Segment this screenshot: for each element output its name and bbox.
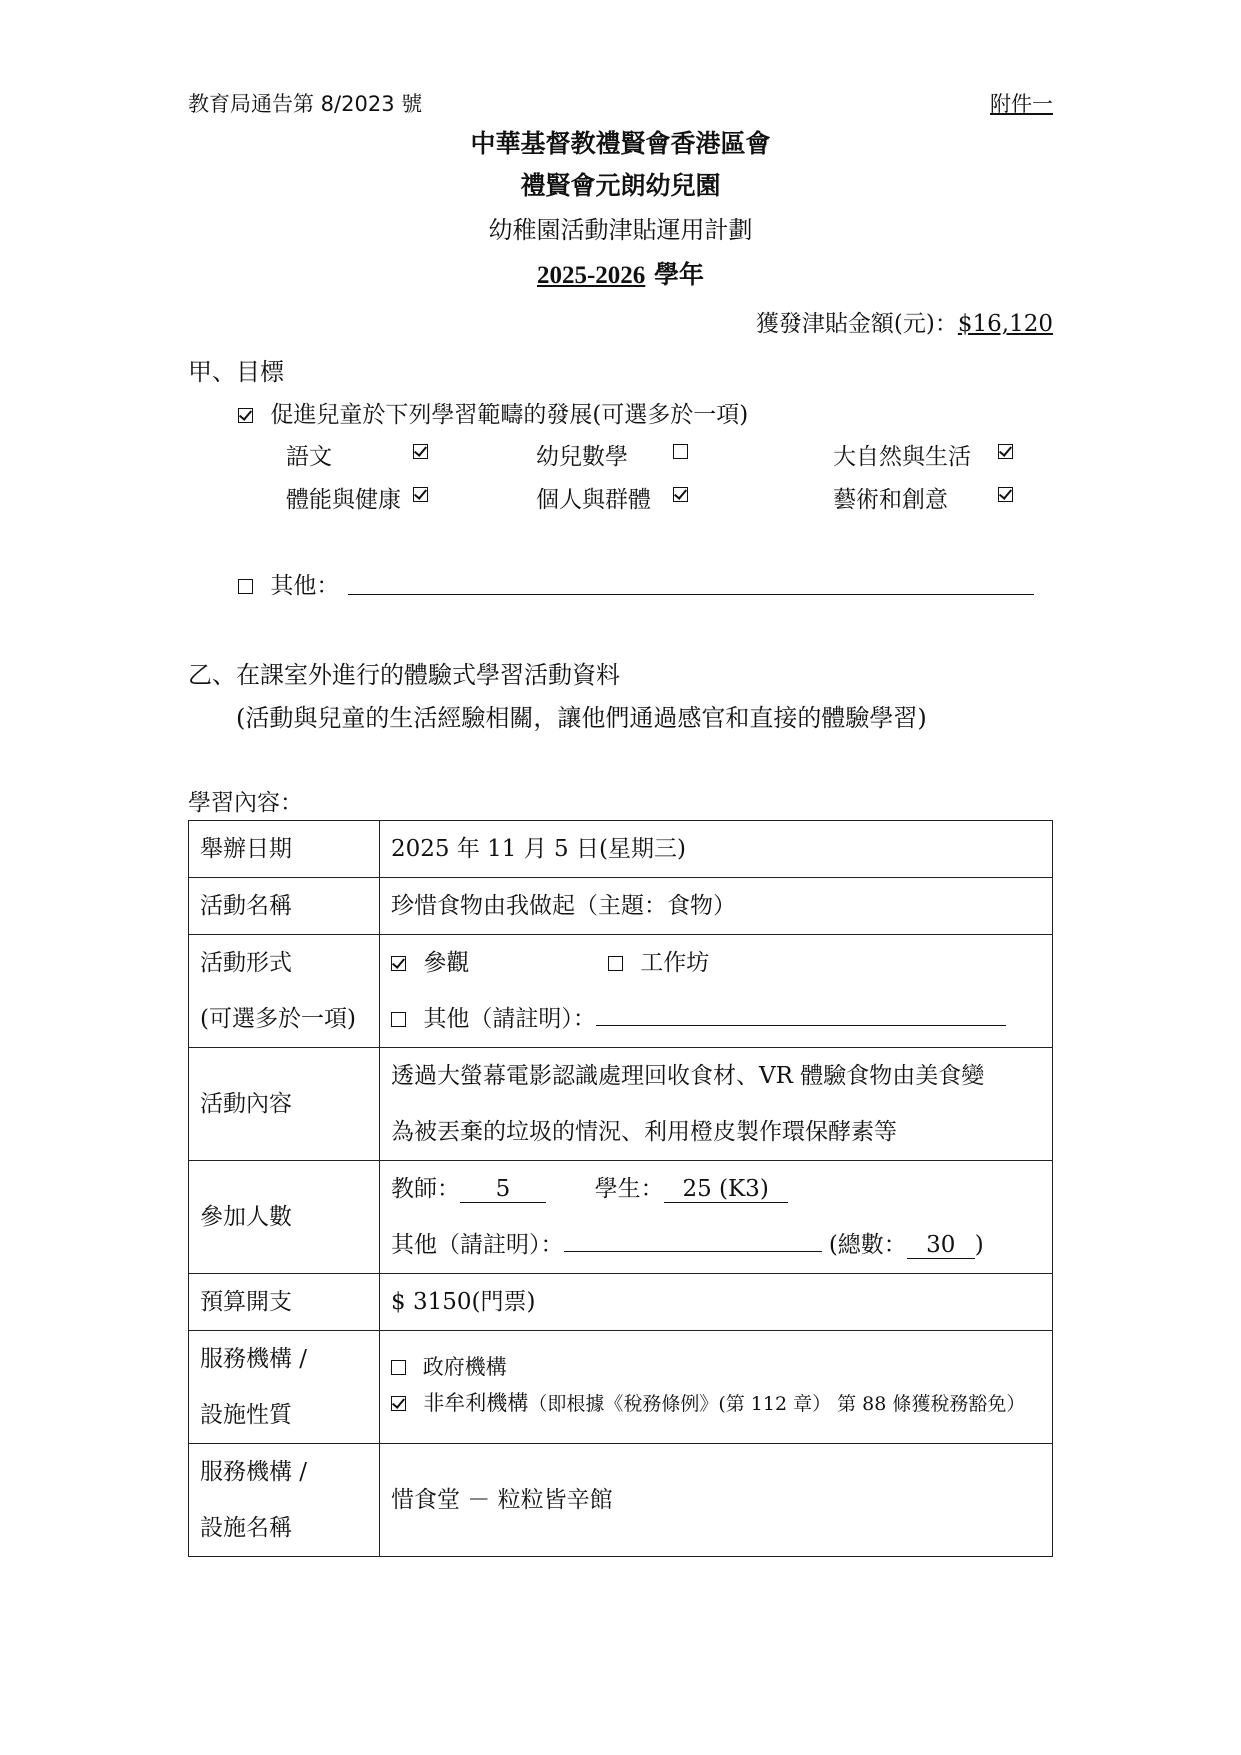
area-physical-checkbox[interactable] [413,487,428,502]
activity-table [188,820,1053,1557]
table-row [189,1048,1053,1161]
grant-amount-label: 獲發津貼金額(元)： [755,311,958,337]
promote-checkbox[interactable] [238,408,253,423]
notice-number: 教育局通告第 8/2023 號 [188,92,423,116]
area-nature-checkbox[interactable] [998,444,1013,459]
table-row [189,1331,1053,1444]
content-label-cell: 活動內容 [189,1048,380,1161]
area-physical-label: 體能與健康 [286,487,401,513]
name-value-cell [380,878,1053,935]
table-row [189,1444,1053,1557]
others-label: 其他： [270,573,340,599]
area-social-label: 個人與群體 [536,487,651,513]
promote-label: 促進兒童於下列學習範疇的發展(可選多於一項) [270,402,749,428]
area-arts-checkbox[interactable] [998,487,1013,502]
content-value-cell [380,1048,1053,1161]
students-label: 學生： [594,1176,664,1202]
school-year-title [0,255,1241,291]
name-label-cell: 活動名稱 [189,878,380,935]
area-social-checkbox[interactable] [673,487,688,502]
others-row [238,567,339,600]
table-row [189,935,1053,1048]
facility-name: 惜食堂 － 粒粒皆辛館 [391,1487,613,1513]
nonprofit-label: 非牟利機構 [423,1391,529,1415]
workshop-checkbox[interactable] [608,956,623,971]
gov-checkbox[interactable] [391,1360,406,1375]
grant-amount-value: $16,120 [957,311,1053,337]
participants-value-cell: 教師： 5 學生： 25 (K3) 其他（請註明）： (總數： 30 ) [380,1161,1053,1274]
budget-value-cell [380,1274,1053,1331]
date-label-cell: 舉辦日期 [189,821,380,878]
section-b-heading: 乙、在課室外進行的體驗式學習活動資料 [188,661,620,689]
grant-amount [756,305,1053,338]
area-nature-label: 大自然與生活 [833,444,971,470]
facility-value-cell [380,1444,1053,1557]
format-value-cell [380,935,1053,1048]
format-other-blank[interactable] [596,1005,1006,1026]
table-row [189,1274,1053,1331]
others-checkbox[interactable] [238,579,253,594]
school-title: 禮賢會元朗幼兒園 [520,171,721,200]
nonprofit-note: （即根據《稅務條例》(第 112 章） 第 88 條獲稅務豁免） [528,1393,1026,1415]
participants-other-label: 其他（請註明）： [391,1232,564,1258]
area-arts-label: 藝術和創意 [833,487,948,513]
plan-title: 幼稚園活動津貼運用計劃 [488,216,753,244]
date-value: 2025 年 11 月 5 日(星期三) [391,836,686,862]
school-year-suffix: 學年 [645,260,705,289]
promote-row [238,396,748,429]
format-other-checkbox[interactable] [391,1012,406,1027]
participants-label-cell: 參加人數 [189,1161,380,1274]
teachers-label: 教師： [391,1176,460,1202]
area-math-label: 幼兒數學 [536,444,628,470]
section-b-note: (活動與兒童的生活經驗相關，讓他們通過感官和直接的體驗學習) [236,704,927,732]
total-label: (總數： [828,1232,907,1258]
area-language-label: 語文 [286,444,332,470]
section-a-heading: 甲、目標 [188,358,284,386]
activity-name: 珍惜食物由我做起（主題：食物） [391,893,736,919]
facility-label-cell: 服務機構 / 設施名稱 [189,1444,380,1557]
nonprofit-checkbox[interactable] [391,1396,406,1411]
budget-value: $ 3150(門票) [391,1289,536,1315]
annex-label: 附件一 [990,92,1053,116]
visit-checkbox[interactable] [391,956,406,971]
students-count: 25 (K3) [664,1176,788,1203]
school-year: 2025-2026 [536,262,646,289]
learning-content-label: 學習內容： [188,790,303,816]
visit-label: 參觀 [423,950,470,976]
teachers-count: 5 [460,1176,546,1203]
total-count: 30 [907,1232,975,1259]
table-row [189,878,1053,935]
format-other-label: 其他（請註明）： [423,1006,596,1032]
table-row [189,1161,1053,1274]
table-row [189,821,1053,878]
nature-label-cell: 服務機構 / 設施性質 [189,1331,380,1444]
content-line-2: 為被丟棄的垃圾的情況、利用橙皮製作環保酵素等 [391,1119,897,1145]
content-line-1: 透過大螢幕電影認識處理回收食材、VR 體驗食物由美食變 [391,1063,985,1089]
workshop-label: 工作坊 [640,950,710,976]
organization-title: 中華基督教禮賢會香港區會 [470,129,771,158]
area-language-checkbox[interactable] [413,444,428,459]
format-label-cell: 活動形式 (可選多於一項) [189,935,380,1048]
nature-value-cell [380,1331,1053,1444]
budget-label-cell: 預算開支 [189,1274,380,1331]
date-value-cell [380,821,1053,878]
others-blank-line[interactable] [348,594,1034,595]
gov-label: 政府機構 [422,1355,507,1379]
area-math-checkbox[interactable] [673,444,688,459]
participants-other-blank[interactable] [564,1231,822,1252]
